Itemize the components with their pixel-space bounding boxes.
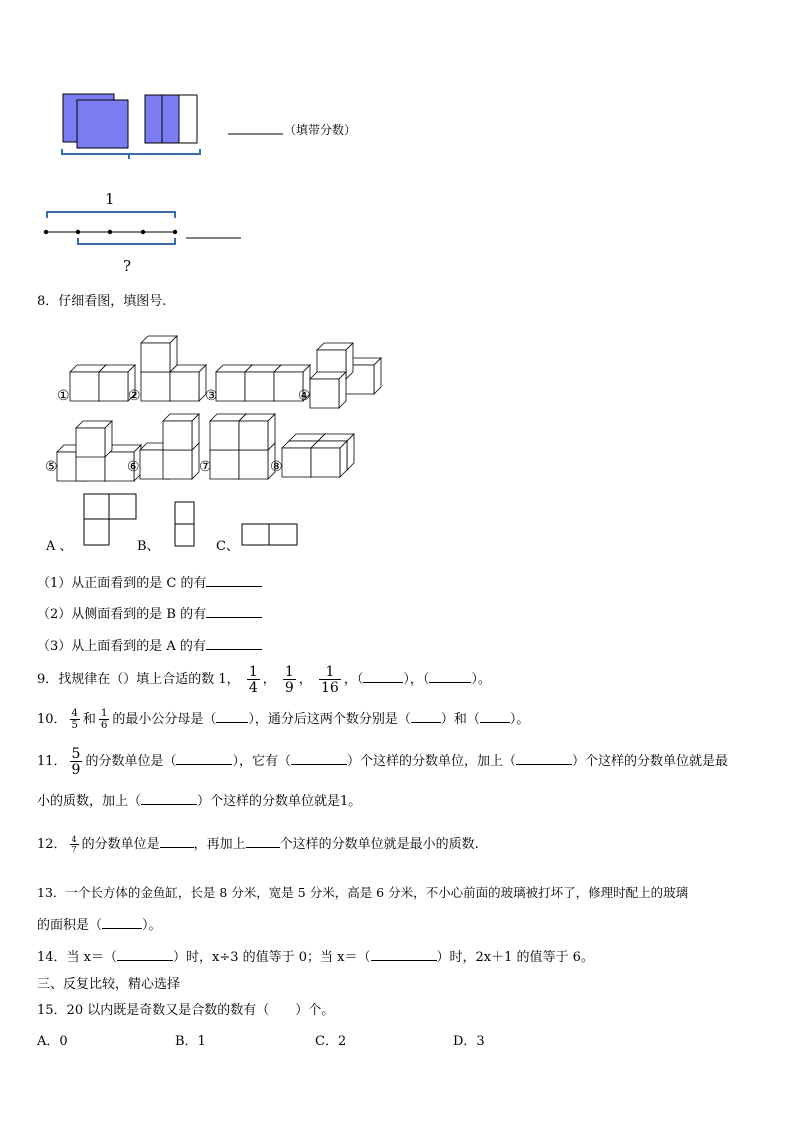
- numerator: 1: [325, 663, 335, 680]
- denominator: 7: [71, 844, 77, 854]
- view-a-square: [84, 494, 109, 519]
- q15-option-d[interactable]: D．3: [453, 1034, 485, 1049]
- q11-t4: ）个这样的分数单位就是最: [572, 754, 729, 769]
- q8-sub2: [37, 603, 262, 622]
- q8-sub2-text: （2）从侧面看到的是 B 的有: [37, 607, 207, 622]
- answer-blank[interactable]: [117, 960, 173, 961]
- numerator: 4: [71, 834, 77, 844]
- q13-line2-a: 的面积是（: [37, 918, 103, 933]
- view-label-c: C、: [216, 539, 239, 554]
- answer-blank[interactable]: [216, 722, 248, 723]
- numerator: 1: [284, 663, 294, 680]
- q11-t1: 的分数单位是（: [85, 754, 177, 769]
- fraction: [99, 709, 109, 731]
- q9-tail1: ，（: [343, 672, 364, 687]
- numerator: 5: [71, 745, 81, 762]
- view-a-square: [109, 494, 136, 519]
- q8-sub3: [37, 635, 262, 654]
- answer-blank[interactable]: [363, 682, 403, 683]
- q11-num: 11．: [37, 754, 67, 769]
- answer-blank[interactable]: [206, 586, 262, 587]
- q15-stem: 15．20 以内既是奇数又是合数的数有（ ）个。: [37, 1003, 335, 1018]
- q12-line: [37, 830, 479, 860]
- q9-end: ）。: [471, 672, 491, 687]
- q13-line2: [37, 914, 162, 933]
- view-c-square: [242, 524, 269, 545]
- q11-line1: [37, 742, 728, 782]
- denominator: 9: [71, 761, 81, 778]
- answer-blank[interactable]: [141, 804, 197, 805]
- q12-t1: 的分数单位是: [81, 837, 160, 852]
- answer-blank[interactable]: [429, 682, 471, 683]
- q12-t2: ，再加上: [193, 837, 246, 852]
- q14-t2: ）时，x÷3 的值等于 0；当 x＝（: [173, 950, 371, 965]
- answer-blank[interactable]: [246, 847, 280, 848]
- view-b-square: [175, 502, 194, 524]
- figure-label-1: ①: [57, 388, 70, 404]
- q11-t2: ），它有（: [232, 754, 291, 769]
- answer-blank[interactable]: [206, 617, 262, 618]
- fraction: [70, 747, 83, 777]
- figure-label-2: ②: [128, 388, 141, 404]
- numerator: 4: [71, 707, 78, 719]
- figure-label-7: ⑦: [199, 459, 212, 475]
- separator: ，: [298, 672, 312, 687]
- answer-blank[interactable]: [516, 764, 572, 765]
- fraction: [70, 709, 80, 731]
- separator: ，: [262, 672, 276, 687]
- q11-t6: ）个这样的分数单位就是1。: [197, 794, 362, 809]
- blank-hint: （填带分数）: [284, 123, 357, 137]
- q10-and: 和: [82, 712, 96, 727]
- view-label-a: A 、: [46, 539, 73, 554]
- q11-t3: ）个这样的分数单位，加上（: [347, 754, 517, 769]
- fraction: [70, 836, 79, 854]
- q9-line: [37, 660, 491, 700]
- denominator: 5: [71, 719, 78, 731]
- numerator: 1: [100, 707, 108, 719]
- q10-t4: ）。: [509, 712, 530, 727]
- view-label-b: B、: [137, 539, 160, 554]
- q10-t3: ）和（: [440, 712, 480, 727]
- fraction: [319, 665, 341, 695]
- q9-mid: ），（: [403, 672, 430, 687]
- answer-blank[interactable]: [371, 960, 437, 961]
- q15-option-c[interactable]: C．2: [315, 1034, 347, 1049]
- denominator: 16: [320, 679, 339, 696]
- q14-t1: 14．当 x＝（: [37, 950, 118, 965]
- denominator: 6: [100, 719, 108, 731]
- denominator: 4: [248, 679, 258, 696]
- figure-label-3: ③: [205, 388, 218, 404]
- q10-t1: 的最小公分母是（: [112, 712, 217, 727]
- q11-line2: [37, 790, 361, 809]
- q13-line2-b: ）。: [142, 918, 162, 933]
- numerator: 1: [248, 663, 258, 680]
- q10-line: [37, 705, 529, 735]
- figure-label-5: ⑤: [45, 459, 58, 475]
- q14-line: [37, 946, 594, 965]
- view-options: [0, 0, 794, 560]
- q9-prefix: 9．找规律在（）填上合适的数 1，: [37, 672, 240, 687]
- q12-num: 12．: [37, 837, 67, 852]
- q12-t3: 个这样的分数单位就是最小的质数.: [279, 837, 479, 852]
- q14-t3: ）时，2x＋1 的值等于 6。: [436, 950, 594, 965]
- q10-num: 10．: [37, 712, 67, 727]
- view-a-square: [84, 519, 109, 545]
- q8-title: 8．仔细看图，填图号.: [37, 294, 167, 309]
- q13-line1: 13．一个长方体的金鱼缸，长是 8 分米，宽是 5 分米，高是 6 分米，不小心前面的玻璃被打坏了，修理时配上的玻璃: [37, 885, 689, 900]
- q10-t2: ），通分后这两个数分别是（: [248, 712, 411, 727]
- answer-blank[interactable]: [291, 764, 347, 765]
- answer-blank[interactable]: [411, 722, 441, 723]
- view-c-square: [269, 524, 297, 545]
- answer-blank[interactable]: [480, 722, 510, 723]
- figure-label-4: ④: [298, 388, 311, 404]
- answer-blank[interactable]: [160, 847, 194, 848]
- answer-blank[interactable]: [176, 764, 232, 765]
- numberline-top-label: 1: [105, 190, 115, 208]
- figure-label-8: ⑧: [270, 459, 283, 475]
- section-3-heading: 三、反复比较，精心选择: [37, 977, 181, 992]
- q15-option-a[interactable]: A．0: [37, 1034, 68, 1049]
- q11-t5: 小的质数，加上（: [37, 794, 142, 809]
- numberline-bottom-label: ?: [123, 257, 132, 275]
- q8-sub3-text: （3）从上面看到的是 A 的有: [37, 639, 206, 654]
- figure-label-6: ⑥: [127, 459, 140, 475]
- q8-sub1-text: （1）从正面看到的是 C 的有: [37, 576, 207, 591]
- denominator: 9: [284, 679, 294, 696]
- answer-blank[interactable]: [102, 928, 142, 929]
- answer-blank[interactable]: [206, 649, 262, 650]
- q15-option-b[interactable]: B．1: [175, 1034, 206, 1049]
- q8-sub1: [37, 572, 262, 591]
- fraction: [247, 665, 260, 695]
- fraction: [283, 665, 296, 695]
- view-b-square: [175, 524, 194, 546]
